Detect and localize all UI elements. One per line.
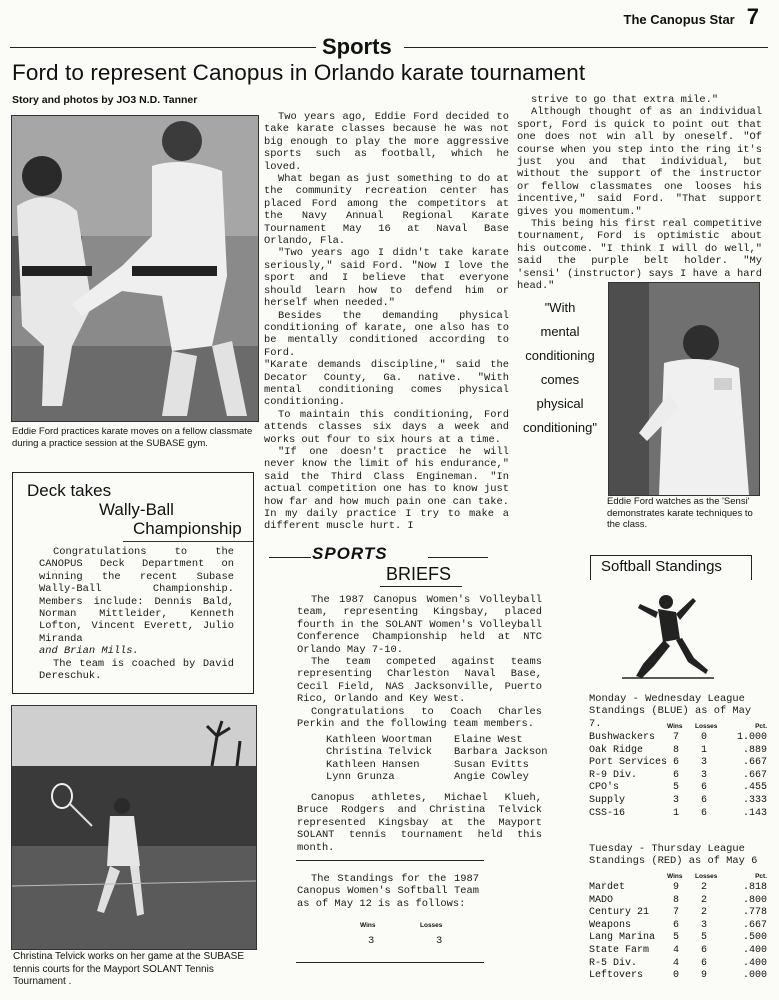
pct-cell: .400 <box>742 944 767 956</box>
story-column-1 <box>264 111 509 533</box>
headline: Ford to represent Canopus in Orlando karate tournament <box>12 60 586 85</box>
team-name: R-9 Div. <box>589 769 638 781</box>
losses-cell: 9 <box>701 970 708 982</box>
column-header: Wins <box>667 873 683 880</box>
story-paragraph: Besides the demanding physical conditioning of karate, one also has to be mentally conditioned according to Ford. <box>264 309 509 359</box>
tennis-photo-image <box>12 706 256 949</box>
table-header-row <box>589 873 767 882</box>
karate-photo <box>11 115 259 422</box>
team-name: Port Services <box>589 757 668 769</box>
losses-cell: 6 <box>701 957 708 969</box>
karate-photo-image <box>12 116 258 421</box>
sensei-photo <box>608 282 760 496</box>
pct-cell: .667 <box>743 757 768 769</box>
pull-quote-line: comes <box>540 372 580 387</box>
wins-cell: 8 <box>673 894 680 906</box>
losses-cell: 6 <box>701 807 708 819</box>
pct-cell: .500 <box>742 932 767 944</box>
deck-title-line-1: Deck takes <box>27 481 112 500</box>
briefs-paragraph: The 1987 Canopus Women's Volleyball team, representing Kingsbay, placed fourth in the SOLANT Women's Volleyball Conference Championship held at NTC Orlando May 7-10. <box>297 594 542 656</box>
briefs-divider-1 <box>296 860 484 861</box>
story-paragraph: To maintain this conditioning, Ford attends classes six days a week and works out four to six hours at a time. <box>264 408 509 446</box>
team-name: Weapons <box>589 919 632 931</box>
pct-cell: .000 <box>742 970 767 982</box>
losses-cell: 2 <box>701 907 708 919</box>
sensei-photo-caption: Eddie Ford watches as the 'Sensi' demonstrates karate techniques to the class. <box>607 496 753 530</box>
pct-cell: .400 <box>742 957 767 969</box>
section-rule-left <box>10 47 316 48</box>
losses-label: Losses <box>420 922 443 929</box>
story-paragraph: "Karate demands discipline," said the Decator County, Ga. native. "With mental conditioning comes physical conditioning. <box>264 359 509 409</box>
wins-cell: 6 <box>673 757 680 769</box>
briefs-paragraph: Canopus athletes, Michael Klueh, Bruce Rodgers and Christina Telvick represented Kingsbay at the Mayport SOLANT tennis tournament held this month. <box>297 792 542 854</box>
deck-paragraph: The team is coached by David Dereschuk. <box>39 657 234 683</box>
column-header: Pct. <box>755 873 767 880</box>
page-number: 7 <box>746 4 759 29</box>
sensei-photo-image <box>609 283 759 495</box>
wins-value: 3 <box>368 935 375 947</box>
wins-cell: 8 <box>673 744 680 756</box>
pct-cell: .333 <box>743 794 768 806</box>
losses-cell: 5 <box>701 932 708 944</box>
losses-value: 3 <box>436 935 443 947</box>
wins-cell: 5 <box>673 932 680 944</box>
table-row <box>589 945 767 958</box>
team-name: Century 21 <box>589 907 650 919</box>
briefs-text <box>297 594 542 730</box>
losses-cell: 1 <box>701 744 708 756</box>
losses-cell: 6 <box>701 794 708 806</box>
team-name: Bushwackers <box>589 732 656 743</box>
briefs-paragraph: The team competed against teams representing Charleston Naval Base, Cecil Field, NAS Jacksonville, Puerto Rico, Orlando and Key West. <box>297 656 542 706</box>
briefs-rule-left <box>269 557 311 558</box>
team-member: Lynn Grunza <box>326 771 395 784</box>
pull-quote-line: "With <box>544 300 576 315</box>
losses-cell: 6 <box>701 782 708 794</box>
pitcher-icon <box>618 584 718 680</box>
deck-title-line-2: Wally-Ball <box>99 500 174 519</box>
team-members-right <box>454 734 548 784</box>
story-paragraph: "Two years ago I didn't take karate seriously," said Ford. "Now I love the sport and I believe that everyone should learn how to defend him or herself when needed." <box>264 247 509 310</box>
table-row <box>589 770 767 783</box>
table-row <box>589 745 767 758</box>
wins-cell: 0 <box>673 970 680 982</box>
team-member: Elaine West <box>454 734 523 746</box>
table-row <box>589 757 767 770</box>
table-row <box>589 782 767 795</box>
table-row <box>589 907 767 920</box>
table-row <box>589 932 767 945</box>
team-name: State Farm <box>589 944 650 956</box>
team-member: Angie Cowley <box>454 771 529 784</box>
wins-cell: 1 <box>673 807 680 819</box>
table-row <box>589 970 767 983</box>
red-league-table <box>589 873 767 983</box>
pct-cell: .667 <box>742 919 767 931</box>
column-header: Losses <box>695 723 718 730</box>
team-member: Christina Telvick <box>326 746 433 759</box>
briefs-divider-2 <box>296 962 484 963</box>
story-paragraph: strive to go that extra mile." <box>531 94 719 106</box>
softball-title-box <box>590 555 752 580</box>
column-header: Pct. <box>755 723 768 730</box>
paper-name: The Canopus Star <box>623 12 735 27</box>
table-row <box>589 882 767 895</box>
table-header-row <box>589 723 767 732</box>
story-column-2 <box>517 94 762 293</box>
deck-text <box>39 546 234 682</box>
losses-cell: 2 <box>701 882 708 893</box>
pct-cell: .143 <box>743 807 768 819</box>
team-name: Lang Marina <box>589 932 656 944</box>
wins-cell: 3 <box>673 794 680 806</box>
section-title: Sports <box>322 34 392 59</box>
briefs-paragraph: The Standings for the 1987 Canopus Women's Softball Team as of May 12 is as follows: <box>297 873 479 910</box>
briefs-logo-top: SPORTS <box>312 544 388 563</box>
team-member: Susan Evitts <box>454 758 529 771</box>
column-header: Losses <box>695 873 718 880</box>
softball-title: Softball Standings <box>601 558 722 575</box>
pct-cell: .818 <box>742 882 767 893</box>
karate-photo-caption: Eddie Ford practices karate moves on a fellow classmate during a practice session at the SUBASE gym. <box>12 426 253 449</box>
section-rule-right <box>404 47 768 48</box>
wins-cell: 4 <box>673 944 680 956</box>
wins-label: Wins <box>360 922 376 929</box>
pull-quote-line: mental <box>540 324 580 339</box>
pct-cell: .667 <box>743 769 768 781</box>
womens-softball-text <box>297 873 479 910</box>
softball-art <box>618 584 718 680</box>
athletes-text <box>297 792 542 854</box>
blue-league-table <box>589 723 767 820</box>
wins-cell: 5 <box>673 782 680 794</box>
deck-paragraph: Congratulations to the CANOPUS Deck Department on winning the recent Subase Wally-Ball Championship. Members include: Dennis Bald, Norman Mittleider, Kenneth Lofton, Vincent Everett, Julio Miranda <box>39 546 234 645</box>
pull-quote <box>514 296 606 440</box>
losses-cell: 3 <box>701 919 708 931</box>
team-name: CSS-16 <box>589 807 626 819</box>
blue-league-heading: Monday - Wednesday League Standings (BLUE) as of May 7. <box>589 693 752 730</box>
table-row <box>589 895 767 908</box>
pct-cell: 1.000 <box>737 732 768 743</box>
tennis-photo <box>11 705 257 950</box>
pct-cell: .800 <box>742 894 767 906</box>
briefs-paragraph: Congratulations to Coach Charles Perkin and the following team members. <box>297 705 542 731</box>
team-name: R-5 Div. <box>589 957 638 969</box>
losses-cell: 3 <box>701 757 708 769</box>
wins-cell: 9 <box>673 882 680 893</box>
deck-box <box>12 472 254 694</box>
wins-cell: 6 <box>673 769 680 781</box>
masthead <box>624 4 760 30</box>
story-paragraph: "If one doesn't practice he will never know the limit of his endurance," said the Third Class Engineman. "In actual competition one has to know just how far and how much pain one can take. In my daily practice I try to make a different muscle hurt. I <box>264 445 509 533</box>
team-name: MADO <box>589 894 614 906</box>
team-name: CPO's <box>589 782 620 794</box>
story-paragraph: This being his first real competitive tournament, Ford is optimistic about his outcome. "I think I will do well," said the purple belt holder. "My 'sensi' (instructor) says I have a hard head." <box>517 218 762 293</box>
table-row <box>589 795 767 808</box>
wins-cell: 6 <box>673 919 680 931</box>
losses-cell: 0 <box>701 732 708 743</box>
pull-quote-line: conditioning <box>525 348 595 363</box>
deck-paragraph-end: and Brian Mills. <box>39 645 139 658</box>
wins-cell: 7 <box>673 732 680 743</box>
table-row <box>589 808 767 821</box>
wins-cell: 4 <box>673 957 680 969</box>
pull-quote-line: conditioning" <box>522 420 597 435</box>
deck-title-line-3: Championship <box>133 519 242 538</box>
team-name: Oak Ridge <box>589 744 644 756</box>
losses-cell: 6 <box>701 944 708 956</box>
team-name: Supply <box>589 794 626 806</box>
story-paragraph: What began as just something to do at the community recreation center has placed Ford among the competitors at the Navy Annual Regional Karate Tournament May 16 at Naval Base Orlando, Fla. <box>264 173 509 248</box>
table-row <box>589 732 767 745</box>
pct-cell: .455 <box>743 782 768 794</box>
table-row <box>589 958 767 971</box>
red-league-heading: Tuesday - Thursday League Standings (RED) as of May 6 <box>589 843 758 868</box>
pct-cell: .889 <box>743 744 768 756</box>
womens-softball-record <box>360 922 480 947</box>
story-paragraph: Although thought of as an individual sport, Ford is quick to point out that one does not win all by oneself. "Of course when you step into the ring it's just you and that individual, but without the support of the instructor or fellow classmates one looses his incentive," said Ford. "That support gives you momentum." <box>517 106 762 218</box>
team-member: Kathleen Hansen <box>326 758 420 771</box>
team-name: Mardet <box>589 882 626 893</box>
briefs-logo-bottom: BRIEFS <box>386 564 452 584</box>
deck-title-rule <box>123 541 253 542</box>
table-row <box>589 920 767 933</box>
tennis-photo-caption: Christina Telvick works on her game at the SUBASE tennis courts for the Mayport SOLANT Tennis Tournament . <box>13 951 245 987</box>
team-member: Barbara Jackson <box>454 746 548 759</box>
losses-cell: 2 <box>701 894 708 906</box>
team-members-left <box>326 734 454 784</box>
pull-quote-line: physical <box>536 396 584 411</box>
team-members <box>326 734 556 784</box>
pct-cell: .778 <box>742 907 767 919</box>
briefs-rule-right <box>428 557 488 558</box>
team-name: Leftovers <box>589 970 644 982</box>
story-paragraph: Two years ago, Eddie Ford decided to take karate classes because he was not big enough to play the more aggressive sports such as football, which he loved. <box>264 111 509 173</box>
byline: Story and photos by JO3 N.D. Tanner <box>12 94 198 106</box>
wins-cell: 7 <box>673 907 680 919</box>
column-header: Wins <box>667 723 683 730</box>
team-member: Kathleen Woortman <box>326 734 433 746</box>
losses-cell: 3 <box>701 769 708 781</box>
briefs-logo-underline <box>380 586 462 587</box>
